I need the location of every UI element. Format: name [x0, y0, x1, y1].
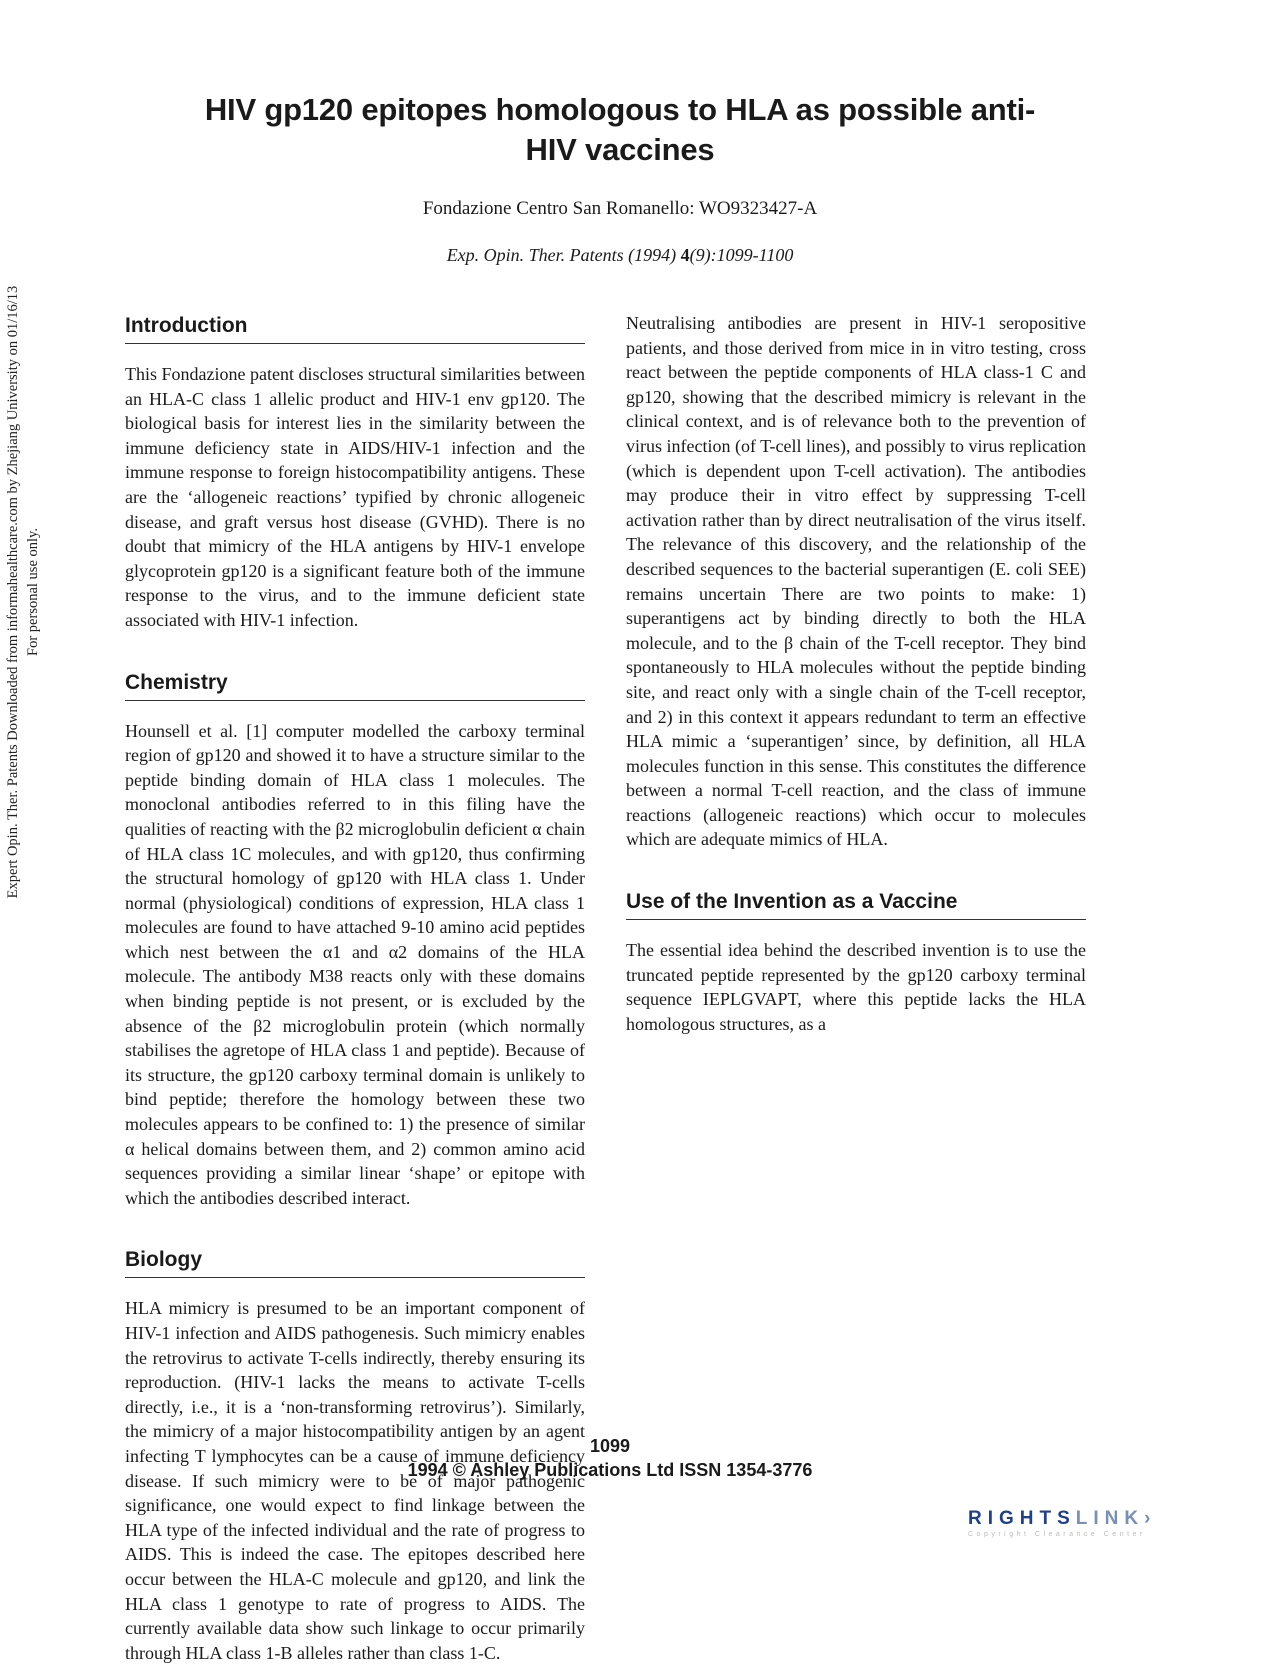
citation-volume: 4	[680, 245, 690, 265]
rightslink-wordmark	[968, 1508, 1198, 1530]
citation-journal: Exp. Opin. Ther. Patents (1994)	[446, 245, 681, 265]
biology-heading: Biology	[125, 1246, 585, 1278]
watermark-line-1: Expert Opin. Ther. Patents Downloaded from informahealthcare.com by Zhejiang University on 01/16/13	[5, 285, 21, 899]
right-column	[626, 311, 1086, 1036]
rightslink-logo[interactable]	[968, 1508, 1198, 1544]
chevron-right-icon: ›	[1144, 1508, 1157, 1529]
chemistry-paragraph: Hounsell et al. [1] computer modelled the carboxy terminal region of gp120 and showed it to have a structure similar to the peptide binding domain of HLA class 1 molecules. The monoclonal antibodies referred to in this filing have the qualities of reacting with the β2 microglobulin deficient α chain of HLA class 1C molecules, and with gp120, thus confirming the structural homology of gp120 with HLA class 1. Under normal (physiological) conditions of expression, HLA class 1 molecules are found to have attached 9-10 amino acid peptides which nest between the α1 and α2 domains of the HLA molecule. The antibody M38 reacts only with these domains when binding peptide is not present, or is excluded by the absence of the β2 microglobulin protein (which normally stabilises the agretope of HLA class 1 and peptide). Because of its structure, the gp120 carboxy terminal domain is unlikely to bind peptide; therefore the homology between these two molecules appears to be confined to: 1) the presence of similar α helical domains between them, and 2) common amino acid sequences providing a similar linear ‘shape’ or epitope with which the antibodies described interact.	[125, 720, 585, 1208]
introduction-paragraph: This Fondazione patent discloses structural similarities between an HLA-C class 1 allelic product and HIV-1 env gp120. The biological basis for interest lies in the similarity between the immune deficiency state in AIDS/HIV-1 infection and the immune response to foreign histocompatibility antigens. These are the ‘allogeneic reactions’ typified by chronic allogeneic disease, and graft versus host disease (GVHD). There is no doubt that mimicry of the HLA antigens by HIV-1 envelope glycoprotein gp120 is a significant feature both of the immune response to the virus, and to the immune deficient state associated with HIV-1 infection.	[125, 364, 585, 630]
vaccine-paragraph: The essential idea behind the described invention is to use the truncated peptide represented by the gp120 carboxy terminal sequence IEPLGVAPT, where this peptide lacks the HLA homologous structures, as a	[626, 940, 1086, 1034]
biology-paragraph-1: HLA mimicry is presumed to be an important component of HIV-1 infection and AIDS pathogenesis. Such mimicry enables the retrovirus to activate T-cells indirectly, thereby ensuring its reproduction. (HIV-1 lacks the means to activate T-cells directly, i.e., it is a ‘non-transforming retrovirus’). Similarly, the mimicry of a major histocompatibility antigen by an agent infecting T lymphocytes can be a cause of immune deficiency disease. If such mimicry were to be of major pathogenic significance, one would expect to find linkage between the HLA type of the infected individual and the rate of progress to AIDS. This is indeed the case. The epitopes described here occur between the HLA-C molecule and gp120, and link the HLA class 1 genotype to rate of progress to AIDS. The currently available data show such linkage to occur primarily through HLA class 1-B alleles rather than class 1-C.	[125, 1298, 585, 1663]
rightslink-word-link: LINK	[1075, 1508, 1145, 1529]
patent-assignee: Fondazione Centro San Romanello: WO9323427-A	[422, 198, 818, 219]
chemistry-heading: Chemistry	[125, 669, 585, 701]
vaccine-heading: Use of the Invention as a Vaccine	[626, 888, 1086, 920]
watermark-line-2: For personal use only.	[25, 528, 41, 656]
rightslink-word-rights: RIGHTS	[968, 1508, 1076, 1529]
copyright-line: 1994 © Ashley Publications Ltd ISSN 1354-3776	[407, 1460, 813, 1480]
page-title: HIV gp120 epitopes homologous to HLA as possible anti-HIV vaccines	[204, 92, 1036, 167]
journal-citation	[300, 245, 940, 266]
page-number: 1099	[589, 1436, 631, 1456]
download-watermark	[3, 42, 47, 1142]
rightslink-tagline: Copyright Clearance Center	[968, 1531, 1146, 1538]
introduction-heading: Introduction	[125, 312, 585, 344]
biology-paragraph-2: Neutralising antibodies are present in HIV-1 seropositive patients, and those derived from mice in in vitro testing, cross react between the peptide components of HLA class-1 C and gp120, showing that the described mimicry is relevant in the clinical context, and is of relevance both to the prevention of virus infection (of T-cell lines), and possibly to virus replication (which is dependent upon T-cell activation). The antibodies may produce their in vitro effect by suppressing T-cell activation rather than by direct neutralisation of the virus itself. The relevance of this discovery, and the relationship of the described sequences to the bacterial superantigen (E. coli SEE) remains uncertain There are two points to make: 1) superantigens act by binding directly to both the HLA molecule, and to the β chain of the T-cell receptor. They bind spontaneously to HLA molecules without the peptide binding site, and react only with a single chain of the T-cell receptor, and 2) in this context it appears redundant to term an effective HLA mimic a ‘superantigen’ since, by definition, all HLA molecules function in this sense. This constitutes the difference between a normal T-cell reaction, and the class of immune reactions (allogeneic reactions) which occur to molecules which are adequate mimics of HLA.	[626, 313, 1086, 850]
citation-pages: (9):1099-1100	[689, 245, 794, 265]
